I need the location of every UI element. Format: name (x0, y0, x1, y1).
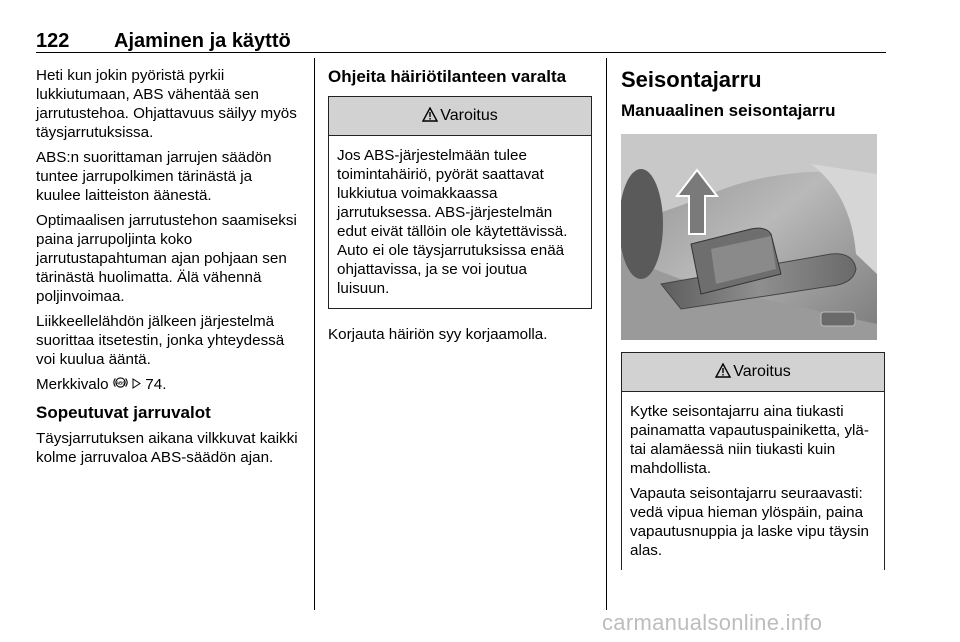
indicator-label: Merkkivalo (36, 376, 109, 393)
watermark: carmanualsonline.info (602, 610, 823, 635)
page-number: 122 (36, 30, 70, 52)
parking-brake-warning-box (621, 352, 885, 570)
header-rule (36, 52, 886, 53)
parking-brake-heading: Seisontajarru (621, 67, 762, 92)
abs-warning-box (328, 96, 592, 309)
manual-parking-brake-subheading: Manuaalinen seisontajarru (621, 101, 836, 120)
column-divider-1 (314, 58, 315, 610)
column-2 (328, 66, 592, 350)
warning-body-2 (622, 392, 884, 570)
warning-text: Jos ABS-järjestelmään tulee toimintahäiriö, pyörät saattavat lukkiutua voimakkaassa jarrutuksessa. ABS-järjestelmän edut eivät tällöin ole käytettävissä. Auto ei ole täysjarrutuksissa enää ohjattavissa, ja se voi joutua luisuun. (337, 147, 568, 297)
svg-text:ABS: ABS (115, 380, 125, 386)
adaptive-brake-lights-text: Täysjarrutuksen aikana vilkkuvat kaikki kolme jarruvaloa ABS-säädön ajan. (36, 430, 298, 466)
repair-note: Korjauta häiriön syy korjaamolla. (328, 326, 548, 343)
abs-paragraph-1: Heti kun jokin pyöristä pyrkii lukkiutumaan, ABS vähentää sen jarrutustehoa. Ohjattavuus säilyy myös täysjarrutuksissa. (36, 67, 297, 141)
adaptive-brake-lights-heading: Sopeutuvat jarruvalot (36, 403, 211, 422)
warning-triangle-icon (422, 106, 438, 127)
column-3 (621, 66, 885, 570)
parking-brake-photo (621, 134, 877, 340)
column-1 (36, 66, 300, 473)
warning-text-2a: Kytke seisontajarru aina tiukasti painamatta vapautuspainiketta, ylä- tai alamäessä niin tiukasti kuin mahdollista. (630, 403, 869, 477)
abs-paragraph-4: Liikkeellelähdön jälkeen järjestelmä suorittaa itsetestin, jonka yhteydessä voi kuulua ääntä. (36, 313, 285, 368)
warning-header-2 (622, 353, 884, 392)
page-ref-arrow-icon (132, 376, 145, 393)
warning-triangle-icon-2 (715, 362, 731, 383)
warning-title: Varoitus (440, 107, 498, 124)
warning-header (329, 97, 591, 136)
abs-paragraph-3: Optimaalisen jarrutustehon saamiseksi paina jarrupoljinta koko jarrutustapahtuman ajan pohjaan sen tärinästä huolimatta. Älä vähennä poljinvoimaa. (36, 212, 297, 305)
warning-text-2b: Vapauta seisontajarru seuraavasti: vedä vipua hieman ylöspäin, paina vapautusnuppia ja laske vipu täysin alas. (630, 485, 869, 559)
indicator-page-ref[interactable]: 74. (145, 376, 167, 393)
chapter-title: Ajaminen ja käyttö (114, 30, 291, 52)
warning-title-2: Varoitus (733, 363, 791, 380)
abs-warning-icon (113, 375, 128, 394)
column-divider-2 (606, 58, 607, 610)
warning-body (329, 136, 591, 308)
fault-section-heading: Ohjeita häiriötilanteen varalta (328, 67, 567, 86)
indicator-reference (36, 375, 300, 394)
abs-paragraph-2: ABS:n suorittaman jarrujen säädön tuntee jarrupolkimen tärinästä ja kuulee laitteiston äänestä. (36, 149, 272, 204)
